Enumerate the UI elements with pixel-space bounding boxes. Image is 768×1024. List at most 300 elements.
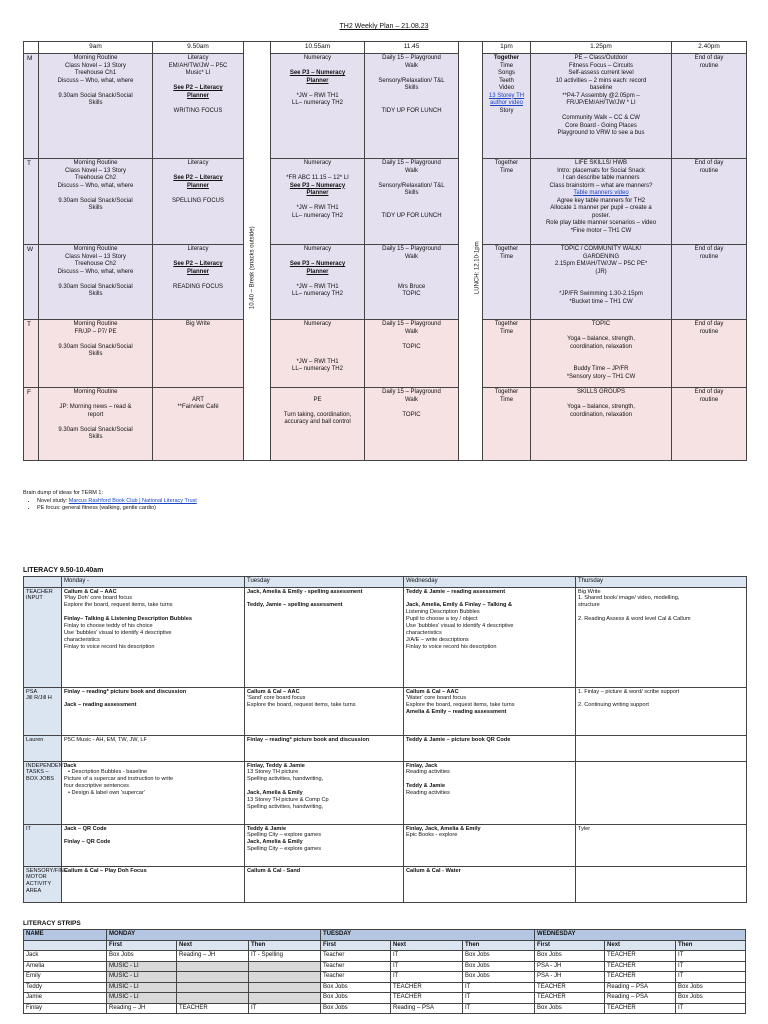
strips-row bbox=[24, 993, 746, 1004]
cell-line bbox=[533, 359, 669, 367]
break-column bbox=[244, 320, 271, 388]
cell-line: Jack, Amelia & Emily - spelling assessment bbox=[247, 588, 363, 595]
cell-line: Planner bbox=[186, 182, 209, 189]
cell-line: 2.15pm EM/AH/TW/JW – P5C PE* bbox=[554, 261, 648, 267]
cell-line: TOPIC bbox=[402, 411, 421, 418]
literacy-cell bbox=[245, 824, 404, 866]
literacy-header-cell: Tuesday bbox=[245, 577, 404, 588]
literacy-row bbox=[24, 687, 747, 735]
strips-sub-header: Then bbox=[676, 940, 746, 951]
literacy-row bbox=[24, 761, 747, 824]
cell-line: *JW – RWI TH1 bbox=[296, 283, 339, 290]
strips-day-header: WEDNESDAY bbox=[535, 930, 746, 941]
cell-line: 9.30am Social Snack/Social bbox=[58, 197, 133, 204]
literacy-row-label bbox=[24, 824, 62, 866]
cell-line: Jack, Amelia & Emily bbox=[247, 839, 303, 846]
cell-line bbox=[533, 329, 669, 337]
time-header: 9am bbox=[39, 42, 153, 54]
strips-cell bbox=[249, 993, 321, 1004]
day-header bbox=[24, 42, 39, 54]
cell-line: GARDENING bbox=[582, 253, 620, 260]
literacy-row bbox=[24, 866, 747, 902]
cell-line: 13 Storey TH picture & Comp Cp bbox=[247, 797, 329, 804]
strips-cell bbox=[249, 982, 321, 993]
cell-line: TOPIC bbox=[402, 343, 421, 350]
cell-line: Pupil to choose a toy / object bbox=[406, 616, 478, 623]
cell-line: Sensory/Relaxation/ T&L bbox=[378, 182, 445, 189]
cell-line: Tyler bbox=[578, 825, 591, 832]
cell-line: Treehouse Ch2 bbox=[74, 175, 117, 181]
cell-line bbox=[578, 763, 744, 770]
cell-line: Together bbox=[494, 321, 519, 327]
cell-line: Class Novel – 13 Story bbox=[64, 62, 127, 69]
cell-line: End of day bbox=[694, 321, 724, 327]
cell-line: report bbox=[87, 411, 104, 418]
cell-line: Daily 15 – Playground bbox=[382, 246, 441, 252]
cell-line: PE bbox=[313, 396, 322, 403]
literacy-cell bbox=[404, 866, 576, 902]
strips-student-name: Amelia bbox=[24, 961, 107, 972]
cell-line: Skills bbox=[88, 100, 103, 106]
plan-cell bbox=[483, 245, 531, 320]
cell-line: Morning Routine bbox=[73, 160, 118, 166]
cell-line: Finlay – reading* picture book and discussion bbox=[64, 688, 187, 695]
strips-student-name: Jack bbox=[24, 951, 107, 962]
cell-line: Jack, Amelia, Emily & Finlay – Talking & bbox=[406, 602, 513, 609]
cell-line: 10 activities – 2 mins each: record bbox=[555, 77, 647, 84]
cell-line: Skills bbox=[88, 205, 103, 211]
cell-line bbox=[41, 85, 150, 93]
cell-line bbox=[578, 695, 744, 702]
literacy-table bbox=[23, 576, 747, 903]
cell-line: Together bbox=[494, 389, 519, 395]
cell-line: 1. Shared book/ image/ video, modelling, bbox=[578, 595, 680, 602]
cell-line: Numeracy bbox=[303, 321, 332, 327]
cell-line: Daily 15 – Playground bbox=[382, 160, 441, 166]
strips-cell: IT bbox=[463, 993, 535, 1004]
cell-line bbox=[533, 108, 669, 116]
cell-line: Numeracy bbox=[303, 246, 332, 252]
cell-line: Literacy bbox=[187, 160, 209, 166]
cell-line: Allocate 1 manner per pupil – create a bbox=[550, 205, 652, 211]
strips-cell bbox=[249, 972, 321, 983]
cell-line: Core Board - Going Places bbox=[565, 122, 637, 129]
cell-line: *Sensory story – TH1 CW bbox=[566, 373, 636, 380]
cell-line bbox=[367, 269, 456, 277]
cell-line: Planner bbox=[306, 190, 329, 196]
plan-cell bbox=[39, 388, 153, 461]
cell-line: Finlay– Talking & Listening Description Bubbles bbox=[64, 616, 192, 623]
cell-line bbox=[367, 336, 456, 344]
cell-line: Self-assess current level bbox=[568, 70, 634, 76]
cell-line: Numeracy bbox=[303, 160, 332, 166]
cell-line: *FR ABC 11.15 – 12* LI bbox=[286, 175, 349, 181]
cell-line: *JP/FR Swimming 1.30-2.15pm bbox=[559, 291, 643, 297]
cell-line: Spelling activities, handwriting, bbox=[247, 776, 324, 783]
plan-cell bbox=[483, 159, 531, 245]
cell-line: characteristics bbox=[406, 630, 442, 637]
cell-line: LL– numeracy TH2 bbox=[292, 366, 343, 372]
cell-line: Callum & Cal – AAC bbox=[406, 688, 459, 695]
strips-sub-header: First bbox=[321, 940, 391, 951]
strips-row bbox=[24, 961, 746, 972]
weekly-day-row bbox=[24, 320, 747, 388]
cell-line: End of day bbox=[694, 160, 724, 166]
strips-cell: IT bbox=[391, 972, 463, 983]
strips-cell: IT bbox=[676, 961, 746, 972]
cell-line: Morning Routine bbox=[73, 55, 118, 61]
cell-line bbox=[367, 198, 456, 206]
strips-sub-header: First bbox=[107, 940, 177, 951]
strips-cell: TEACHER bbox=[177, 1003, 249, 1014]
cell-line: TOPIC bbox=[402, 291, 421, 297]
strips-sub-header: Next bbox=[605, 940, 676, 951]
cell-line: WRITING FOCUS bbox=[173, 107, 223, 114]
cell-line: See P3 – Numeracy bbox=[289, 261, 346, 267]
cell-line: Community Walk – CC & CW bbox=[562, 115, 640, 121]
cell-line bbox=[273, 63, 362, 71]
cell-line bbox=[41, 276, 150, 284]
cell-line: Story bbox=[499, 107, 514, 114]
literacy-cell bbox=[245, 587, 404, 687]
strips-cell: IT bbox=[676, 1003, 746, 1014]
cell-line: PE – Class/Outdoor bbox=[574, 55, 628, 61]
plan-cell bbox=[672, 159, 747, 245]
cell-line: End of day bbox=[694, 246, 724, 252]
cell-line: four descriptive sentences bbox=[64, 783, 129, 790]
cell-line: Literacy bbox=[187, 246, 209, 252]
label-line: TEACHER INPUT bbox=[26, 588, 53, 602]
literacy-cell bbox=[576, 761, 747, 824]
cell-line bbox=[273, 389, 362, 397]
cell-line: J/A/E – write descriptions bbox=[406, 637, 469, 644]
plan-cell bbox=[365, 388, 459, 461]
strips-cell: TEACHER bbox=[391, 993, 463, 1004]
cell-line bbox=[273, 344, 362, 352]
cell-line: Time bbox=[499, 253, 514, 260]
literacy-header-cell bbox=[24, 577, 62, 588]
video-link[interactable]: Table manners video bbox=[573, 190, 629, 196]
cell-line: Together bbox=[494, 246, 519, 252]
cell-line: (JR) bbox=[595, 268, 607, 275]
cell-line: Callum & Cal – AAC bbox=[64, 588, 117, 595]
cell-line bbox=[64, 832, 242, 839]
strips-cell: IT bbox=[676, 951, 746, 962]
cell-line: Epic Books - explore bbox=[406, 832, 458, 839]
lunch-column bbox=[459, 320, 483, 388]
cell-line bbox=[155, 254, 241, 262]
strips-name-header: NAME bbox=[24, 930, 107, 941]
cell-line: Turn taking, coordination, bbox=[283, 411, 352, 418]
strips-cell: IT bbox=[249, 1003, 321, 1014]
time-header: 10.55am bbox=[271, 42, 365, 54]
literacy-row bbox=[24, 824, 747, 866]
video-link[interactable]: 13 Storey TH bbox=[488, 92, 525, 99]
literacy-header-row bbox=[24, 577, 747, 588]
cell-line: Finlay, Jack bbox=[406, 762, 438, 769]
cell-line: JP: Morning news – read & bbox=[59, 404, 132, 410]
literacy-cell bbox=[245, 735, 404, 761]
strips-cell: TEACHER bbox=[605, 961, 676, 972]
cell-line: Finlay to voice record his description bbox=[64, 644, 155, 651]
cell-line: Spelling activities, handwriting, bbox=[247, 804, 324, 811]
cell-line bbox=[533, 397, 669, 405]
cell-line: P5C Music - AH, EM, TW, JW, LF bbox=[64, 736, 147, 743]
cell-line bbox=[273, 168, 362, 176]
strips-cell: Reading – PSA bbox=[605, 993, 676, 1004]
cell-line: 'Play Doh' core board focus bbox=[64, 595, 133, 602]
cell-line: Jack, Amelia & Emily bbox=[247, 790, 303, 797]
cell-line: LL– numeracy TH2 bbox=[292, 212, 343, 219]
plan-cell bbox=[531, 159, 672, 245]
strips-cell: Box Jobs bbox=[676, 982, 746, 993]
cell-line: TIDY UP FOR LUNCH bbox=[381, 212, 442, 219]
literacy-cell bbox=[62, 687, 245, 735]
strips-heading: LITERACY STRIPS bbox=[23, 920, 81, 927]
cell-line bbox=[533, 276, 669, 284]
day-label: W bbox=[24, 245, 39, 320]
cell-line: Teddy, Jamie – spelling assessment bbox=[247, 602, 343, 609]
cell-line bbox=[273, 276, 362, 284]
strips-row bbox=[24, 972, 746, 983]
cell-line: Teddy & Jamie – reading assessment bbox=[406, 588, 506, 595]
cell-line bbox=[273, 329, 362, 337]
cell-line bbox=[578, 737, 744, 744]
cell-line bbox=[41, 336, 150, 344]
cell-line bbox=[406, 595, 573, 602]
cell-line bbox=[273, 85, 362, 93]
strips-cell: Box Jobs bbox=[321, 982, 391, 993]
cell-line: Finlay – reading* picture book and discussion bbox=[247, 736, 370, 743]
cell-line: Skills bbox=[404, 190, 419, 196]
strips-cell: Reading – JH bbox=[107, 1003, 177, 1014]
cell-line: routine bbox=[699, 62, 719, 69]
strips-sub-header: Next bbox=[177, 940, 249, 951]
cell-line: Class brainstorm – what are manners? bbox=[549, 182, 653, 189]
cell-line: Planner bbox=[306, 268, 329, 275]
time-header: 11.45 bbox=[365, 42, 459, 54]
cell-line: routine bbox=[699, 167, 719, 174]
cell-line: Playground to VRW to see a bus bbox=[557, 130, 645, 136]
cell-line: EM/AH/TW/JW – P5C bbox=[168, 62, 228, 69]
plan-cell bbox=[271, 388, 365, 461]
plan-cell bbox=[672, 320, 747, 388]
cell-line: Use 'bubbles' visual to identify 4 descriptive bbox=[406, 623, 514, 630]
cell-line bbox=[578, 609, 744, 616]
plan-cell bbox=[483, 388, 531, 461]
literacy-row bbox=[24, 735, 747, 761]
cell-line: Planner bbox=[186, 92, 209, 99]
cell-line: characteristics bbox=[64, 637, 100, 644]
cell-line: Intro: placemats for Social Snack bbox=[557, 167, 645, 174]
strips-row bbox=[24, 1003, 746, 1014]
cell-line: Sensory/Relaxation/ T&L bbox=[378, 77, 445, 84]
strips-cell: TEACHER bbox=[605, 1003, 676, 1014]
strips-cell: Box Jobs bbox=[321, 993, 391, 1004]
novel-study-link[interactable]: Marcus Rashford Book Club | National Literacy Trust bbox=[68, 497, 197, 504]
cell-line: Jack – QR Code bbox=[64, 825, 107, 832]
cell-line: coordination, relaxation bbox=[569, 343, 633, 350]
literacy-cell bbox=[404, 735, 576, 761]
strips-sub-blank bbox=[24, 940, 107, 951]
plan-cell bbox=[483, 54, 531, 159]
day-label: F bbox=[24, 388, 39, 461]
strips-cell: IT bbox=[391, 961, 463, 972]
day-label: M bbox=[24, 54, 39, 159]
cell-line: Callum & Cal – AAC bbox=[247, 688, 300, 695]
lunch-label: LUNCH: 12.10-1pm bbox=[474, 241, 481, 295]
strips-cell: MUSIC - LI bbox=[107, 982, 177, 993]
plan-cell bbox=[365, 159, 459, 245]
cell-line: 13 Storey TH picture bbox=[247, 769, 299, 776]
cell-line bbox=[273, 336, 362, 344]
cell-line: Explore the board, request items, take turns bbox=[247, 702, 356, 709]
plan-cell bbox=[39, 245, 153, 320]
literacy-row-label bbox=[24, 735, 62, 761]
weekly-day-row bbox=[24, 388, 747, 461]
strips-cell: Box Jobs bbox=[463, 972, 535, 983]
cell-line bbox=[533, 351, 669, 359]
cell-line: accuracy and ball control bbox=[284, 419, 351, 425]
cell-line: Picture of a supercar and instruction to write bbox=[64, 776, 174, 783]
cell-line: • Description Bubbles - baseline bbox=[68, 769, 148, 776]
strips-student-name: Teddy bbox=[24, 982, 107, 993]
cell-line: 9.30am Social Snack/Social bbox=[58, 283, 133, 290]
literacy-heading: LITERACY 9.50-10.40am bbox=[23, 567, 104, 574]
strips-day-header: MONDAY bbox=[107, 930, 321, 941]
video-link[interactable]: author video bbox=[489, 100, 524, 106]
cell-line bbox=[273, 351, 362, 359]
cell-line: **P4-7 Assembly @2.05pm – bbox=[562, 92, 640, 99]
plan-cell bbox=[531, 245, 672, 320]
strips-cell: IT - Spelling bbox=[249, 951, 321, 962]
cell-line: TOPIC / COMMUNITY WALK/ bbox=[560, 246, 642, 252]
cell-line: Explore the board, request items, take turns bbox=[406, 702, 515, 709]
strips-student-name: Emily bbox=[24, 972, 107, 983]
cell-line: 9.30am Social Snack/Social bbox=[58, 92, 133, 99]
strips-cell bbox=[177, 961, 249, 972]
cell-line: Class Novel – 13 Story bbox=[64, 167, 127, 174]
cell-line: *Fine motor – TH1 CW bbox=[570, 227, 632, 234]
strips-sub-header: Then bbox=[463, 940, 535, 951]
strips-cell: MUSIC - LI bbox=[107, 961, 177, 972]
cell-line: Big Write bbox=[578, 588, 601, 595]
cell-line: Discuss – Who, what, where bbox=[57, 268, 134, 275]
cell-line: Walk bbox=[404, 167, 419, 174]
cell-line: LL– numeracy TH2 bbox=[292, 100, 343, 106]
cell-line: Time bbox=[499, 167, 514, 174]
plan-cell bbox=[672, 388, 747, 461]
plan-cell bbox=[39, 159, 153, 245]
break-column bbox=[244, 388, 271, 461]
literacy-cell bbox=[62, 587, 245, 687]
cell-line bbox=[155, 168, 241, 176]
strips-cell: TEACHER bbox=[605, 972, 676, 983]
lunch-column bbox=[459, 388, 483, 461]
cell-line: See P2 – Literacy bbox=[173, 175, 223, 181]
cell-line: routine bbox=[699, 253, 719, 260]
cell-line: See P2 – Literacy bbox=[173, 261, 223, 267]
cell-line: Callum & Cal - Water bbox=[406, 867, 461, 874]
cell-line: Finlay, Teddy & Jamie bbox=[247, 762, 305, 769]
strips-row bbox=[24, 951, 746, 962]
strips-cell bbox=[177, 982, 249, 993]
plan-cell bbox=[483, 320, 531, 388]
cell-line: Jack – reading assessment bbox=[64, 702, 137, 709]
cell-line bbox=[64, 609, 242, 616]
cell-line: Teeth bbox=[499, 77, 514, 84]
plan-cell bbox=[271, 320, 365, 388]
label-line: PSA bbox=[26, 688, 38, 695]
plan-cell bbox=[271, 159, 365, 245]
literacy-cell bbox=[576, 866, 747, 902]
cell-line: Big Write bbox=[185, 321, 211, 327]
cell-line bbox=[155, 389, 241, 397]
cell-line bbox=[533, 284, 669, 292]
brain-dump-heading: Brain dump of ideas for TERM 1: bbox=[23, 490, 103, 496]
cell-line: Walk bbox=[404, 396, 419, 403]
cell-line bbox=[247, 783, 401, 790]
cell-line: Treehouse Ch1 bbox=[74, 70, 117, 76]
cell-line: Morning Routine bbox=[73, 321, 118, 327]
plan-cell bbox=[39, 54, 153, 159]
cell-line: Finlay to choose teddy of his choice bbox=[64, 623, 153, 630]
time-header: 1.25pm bbox=[531, 42, 672, 54]
strips-cell: Reading – PSA bbox=[605, 982, 676, 993]
cell-line: End of day bbox=[694, 55, 724, 61]
cell-line bbox=[155, 100, 241, 108]
cell-line bbox=[155, 78, 241, 86]
cell-line: Planner bbox=[306, 77, 329, 84]
cell-line: Skills bbox=[88, 291, 103, 297]
cell-line bbox=[367, 261, 456, 269]
break-column bbox=[244, 54, 271, 159]
plan-cell bbox=[531, 320, 672, 388]
cell-line bbox=[41, 190, 150, 198]
literacy-cell bbox=[576, 735, 747, 761]
cell-line bbox=[155, 190, 241, 198]
literacy-header-cell: Thursday bbox=[576, 577, 747, 588]
literacy-cell bbox=[62, 735, 245, 761]
strips-cell: MUSIC - LI bbox=[107, 972, 177, 983]
strips-day-row bbox=[24, 930, 746, 941]
cell-line bbox=[273, 198, 362, 206]
cell-line: ART bbox=[192, 396, 204, 403]
strips-cell bbox=[177, 993, 249, 1004]
cell-line: routine bbox=[699, 396, 719, 403]
plan-cell bbox=[531, 54, 672, 159]
literacy-row-label bbox=[24, 866, 68, 902]
cell-line: Reading activities bbox=[406, 769, 450, 776]
cell-line bbox=[367, 404, 456, 412]
cell-line: Together bbox=[494, 160, 519, 166]
day-label: T bbox=[24, 320, 39, 388]
cell-line: Songs bbox=[497, 70, 515, 76]
cell-line: *Bucket time – TH1 CW bbox=[569, 298, 633, 305]
strips-cell: Teacher bbox=[321, 951, 391, 962]
cell-line: Amelia & Emily – reading assessment bbox=[406, 709, 507, 716]
literacy-cell bbox=[576, 587, 747, 687]
cell-line: Agree key table manners for TH2 bbox=[556, 197, 646, 204]
cell-line: Time bbox=[499, 328, 514, 335]
cell-line: 'Sand' core board focus bbox=[247, 695, 306, 702]
strips-cell: TEACHER bbox=[605, 951, 676, 962]
cell-line: Daily 15 – Playground bbox=[382, 321, 441, 327]
literacy-cell bbox=[62, 824, 245, 866]
literacy-cell bbox=[245, 687, 404, 735]
strips-cell: IT bbox=[391, 951, 463, 962]
cell-line: Yoga – balance, strength, bbox=[567, 404, 635, 410]
